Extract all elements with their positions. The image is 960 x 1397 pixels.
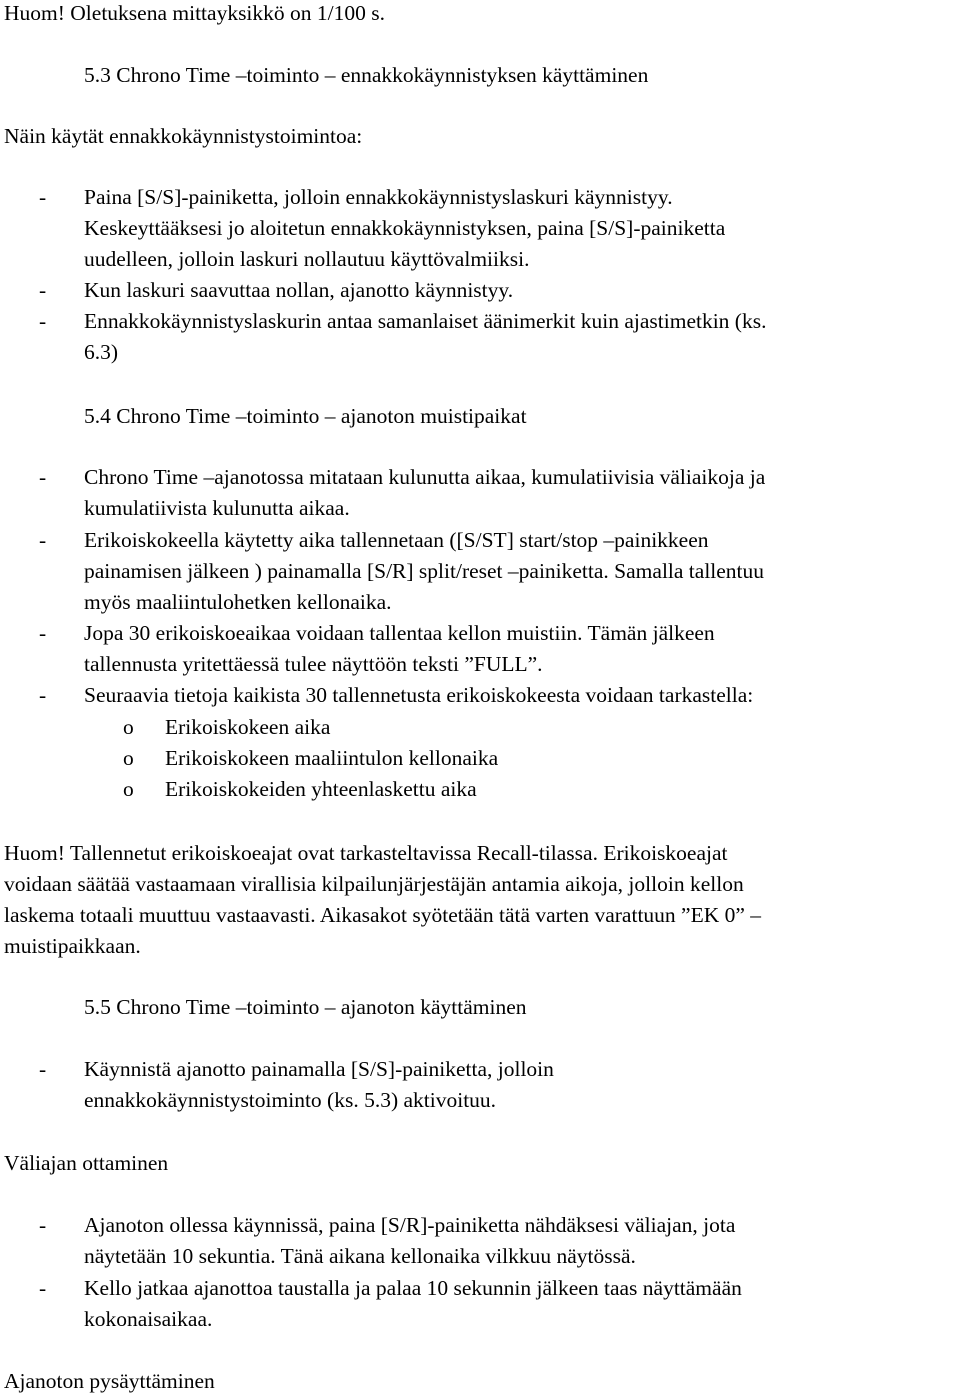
list-item: Kun laskuri saavuttaa nollan, ajanotto käynnistyy. — [84, 278, 514, 302]
stop-heading: Ajanoton pysäyttäminen — [4, 1369, 215, 1393]
list-item: Jopa 30 erikoiskoeaikaa voidaan tallentaa kellon muistiin. Tämän jälkeen — [84, 621, 715, 645]
list-item: kumulatiivista kulunutta aikaa. — [84, 496, 350, 520]
list-item: 6.3) — [84, 340, 119, 364]
bullet-dash: - — [39, 1057, 47, 1081]
section-5-3-heading: 5.3 Chrono Time –toiminto – ennakkokäynnistyksen käyttäminen — [84, 63, 649, 87]
list-item: Chrono Time –ajanotossa mitataan kulunutta aikaa, kumulatiivisia väliaikoja ja — [84, 465, 766, 489]
list-item: myös maaliintulohetken kellonaika. — [84, 590, 392, 614]
split-heading: Väliajan ottaminen — [4, 1151, 169, 1175]
bullet-dash: - — [39, 278, 47, 302]
sub-list-item: Erikoiskokeen aika — [165, 715, 331, 739]
bullet-dash: - — [39, 621, 47, 645]
list-item: Paina [S/S]-painiketta, jolloin ennakkokäynnistyslaskuri käynnistyy. — [84, 185, 673, 209]
list-item: Kello jatkaa ajanottoa taustalla ja palaa 10 sekunnin jälkeen taas näyttämään — [84, 1276, 742, 1300]
list-item: Keskeyttääksesi jo aloitetun ennakkokäynnistyksen, paina [S/S]-painiketta — [84, 216, 726, 240]
bullet-dash: - — [39, 465, 47, 489]
sub-bullet: o — [123, 746, 134, 770]
list-item: painamisen jälkeen ) painamalla [S/R] split/reset –painiketta. Samalla tallentuu — [84, 559, 765, 583]
section-5-3-intro: Näin käytät ennakkokäynnistystoimintoa: — [4, 124, 363, 148]
bullet-dash: - — [39, 309, 47, 333]
bullet-dash: - — [39, 683, 47, 707]
section-5-4-heading: 5.4 Chrono Time –toiminto – ajanoton muistipaikat — [84, 404, 527, 428]
sub-bullet: o — [123, 777, 134, 801]
note-paragraph-line: laskema totaali muuttuu vastaavasti. Aikasakot syötetään tätä varten varattuun ”EK 0” – — [4, 903, 762, 927]
list-item: Ajanoton ollessa käynnissä, paina [S/R]-painiketta nähdäksesi väliajan, jota — [84, 1213, 736, 1237]
sub-list-item: Erikoiskokeiden yhteenlaskettu aika — [165, 777, 477, 801]
list-item: Ennakkokäynnistyslaskurin antaa samanlaiset äänimerkit kuin ajastimetkin (ks. — [84, 309, 767, 333]
list-item: ennakkokäynnistystoiminto (ks. 5.3) aktivoituu. — [84, 1088, 497, 1112]
list-item: Seuraavia tietoja kaikista 30 tallennetusta erikoiskokeesta voidaan tarkastella: — [84, 683, 754, 707]
section-5-5-heading: 5.5 Chrono Time –toiminto – ajanoton käyttäminen — [84, 995, 527, 1019]
sub-list-item: Erikoiskokeen maaliintulon kellonaika — [165, 746, 499, 770]
list-item: Käynnistä ajanotto painamalla [S/S]-painiketta, jolloin — [84, 1057, 554, 1081]
note-top: Huom! Oletuksena mittayksikkö on 1/100 s. — [4, 1, 385, 25]
list-item: näytetään 10 sekuntia. Tänä aikana kellonaika vilkkuu näytössä. — [84, 1244, 636, 1268]
list-item: tallennusta yritettäessä tulee näyttöön teksti ”FULL”. — [84, 652, 543, 676]
sub-bullet: o — [123, 715, 134, 739]
list-item: kokonaisaikaa. — [84, 1307, 213, 1331]
note-paragraph-line: muistipaikkaan. — [4, 934, 141, 958]
bullet-dash: - — [39, 528, 47, 552]
list-item: uudelleen, jolloin laskuri nollautuu käyttövalmiiksi. — [84, 247, 530, 271]
bullet-dash: - — [39, 1213, 47, 1237]
list-item: Erikoiskokeella käytetty aika tallennetaan ([S/ST] start/stop –painikkeen — [84, 528, 709, 552]
bullet-dash: - — [39, 1276, 47, 1300]
bullet-dash: - — [39, 185, 47, 209]
note-paragraph-line: voidaan säätää vastaamaan virallisia kilpailunjärjestäjän antamia aikoja, jolloin kellon — [4, 872, 744, 896]
note-paragraph-line: Huom! Tallennetut erikoiskoeajat ovat tarkasteltavissa Recall-tilassa. Erikoiskoeajat — [4, 841, 728, 865]
